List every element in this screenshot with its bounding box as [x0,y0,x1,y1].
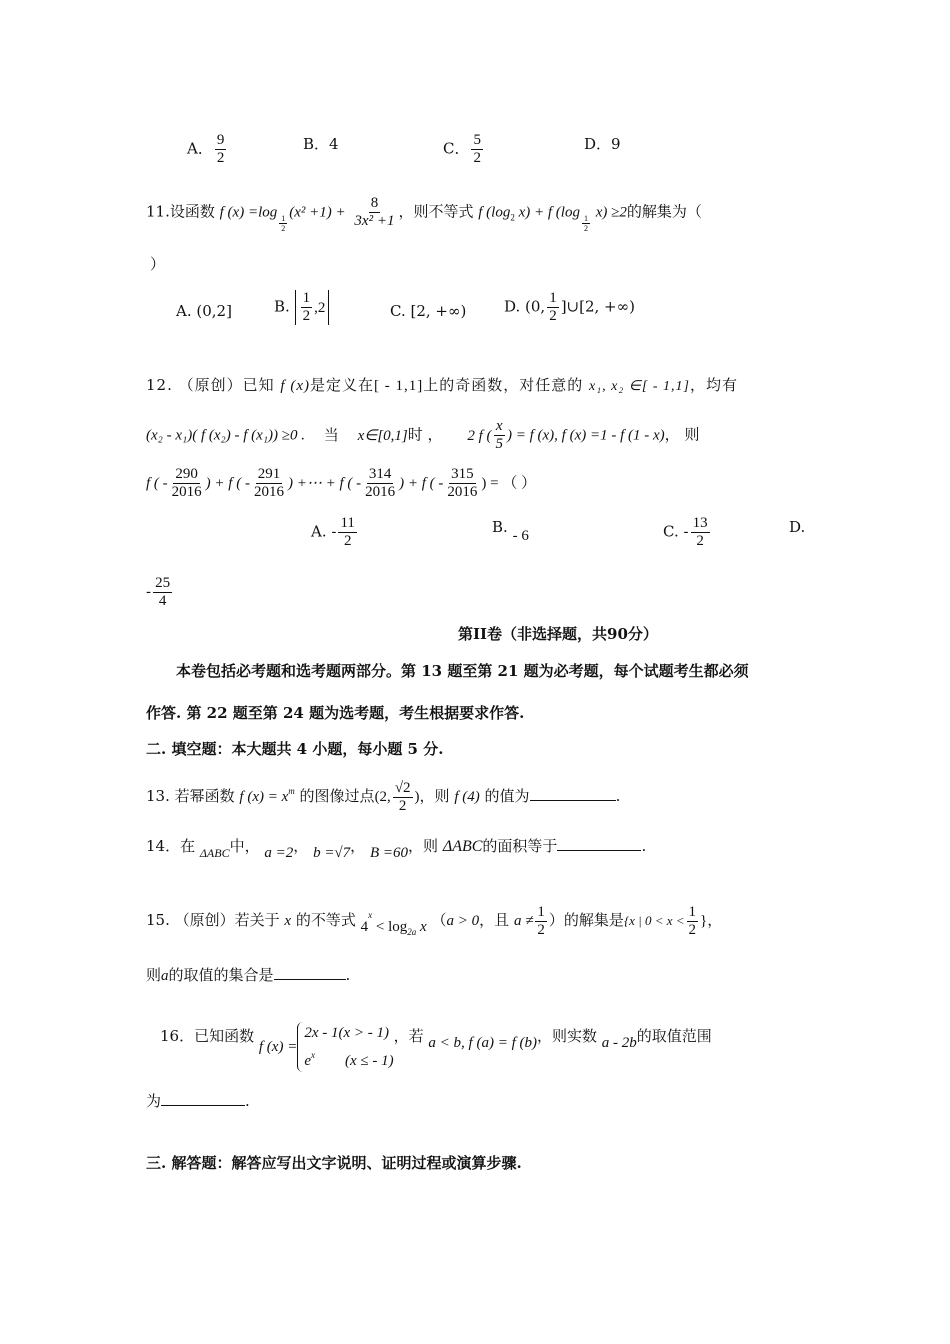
q13-text: ，则 [419,787,450,805]
fraction-denominator: 3x² +1 [354,213,395,229]
q14-text: 中， [229,837,260,855]
q15-line2 [146,963,350,988]
option-sign: - [331,522,337,541]
fraction-denominator: 2 [216,150,225,166]
q15-fraction [535,904,547,939]
q10-option-c-label: C． [443,139,470,158]
q14-text: ，则 [408,837,439,855]
fraction-denominator: 2 [473,150,481,166]
q13-fraction [393,780,413,815]
q15-exponent: x [368,910,373,920]
q11-mid: ，则不等式 [398,202,474,221]
q15-text: ，且 [479,911,510,929]
section-2-title: 第II卷（非选择题，共90分） [458,625,658,643]
q11-ineq-a: f (log [478,204,511,221]
q12-math: f (x) [280,378,310,394]
q12-option-b [492,515,529,544]
q16-math: f (x) = [258,1039,298,1055]
q11-option-b-interval [295,290,330,325]
q16-case2-exponent: x [310,1050,315,1060]
q11-option-a: A. (0,2] [176,302,232,320]
fraction-numerator: x [495,418,503,434]
fraction-numerator: 11 [340,515,355,531]
fraction-denominator: 2 [302,308,311,324]
q11-arg: (x² +1) + [289,204,346,221]
option-value: - 6 [512,528,529,544]
q16-text: ，若 [393,1027,424,1045]
q16-case2 [304,1044,393,1072]
q16-text: 为 [146,1092,162,1110]
q12-fraction [445,466,479,501]
q12-option-a-fraction [338,515,356,550]
q16-line1 [160,1012,712,1069]
q15-math: } [700,913,708,929]
q10-option-c [443,132,485,167]
q16-case2-cond: (x ≤ - 1) [344,1053,394,1069]
q12-text: ，均有 [689,376,738,394]
q11-option-d-label: D. (0, [504,297,546,316]
q14-math: ΔABC [442,838,483,855]
fraction-numerator: 291 [257,466,281,482]
q12-option-c-fraction [691,515,710,550]
q15-math: 4 [360,919,369,935]
q16-line2 [146,1089,250,1113]
q11-ineq-c: x) ≥2 [591,204,627,221]
fraction-numerator: 9 [216,132,225,148]
q16-math: a - 2b [601,1035,637,1051]
fraction-denominator: 2016 [253,484,284,500]
q15-log-base: 2a [407,927,417,937]
q12-line2 [146,418,699,453]
q12-math: ) = （ ） [481,475,537,492]
q16-math: a < b, f (a) = f (b) [428,1035,537,1051]
fraction-denominator: 2 [398,797,407,814]
fraction-denominator: 2 [688,921,697,938]
q10-option-a-label: A． [187,139,213,158]
q10-option-b: B．4 [303,135,339,153]
q11-prefix: 11.设函数 [146,202,215,221]
fraction-denominator: 2016 [171,484,202,500]
q14-answer-blank[interactable] [557,834,641,851]
q10-option-a [187,132,228,167]
q13-math: f (x) = x [239,789,289,805]
q12-math: 2 f ( [467,427,492,444]
option-label: A. [311,522,327,541]
q11-stem [146,195,702,233]
q15-text: ， [707,911,723,929]
q13-end: . [615,787,621,805]
q12-math: ) +⋯ + f ( - [287,475,362,492]
option-label: C. [663,522,679,541]
q15-end: . [345,966,351,984]
fraction-denominator: 5 [495,436,503,452]
q13-math: ) [414,789,420,805]
section-2-intro-line2: 作答. 第 22 题至第 24 题为选考题，考生根据要求作答. [146,704,525,722]
q12-text: 上的奇函数，对任意的 [423,376,584,394]
q11-option-b [274,290,329,325]
q14-text: 14．在 [146,837,196,855]
q12-fraction [252,466,286,501]
fraction-numerator: 1 [688,903,697,920]
option-label: B. [492,518,508,536]
q15-line1 [146,903,722,939]
q16-case2-expr: e [304,1053,311,1069]
q16-end: . [245,1092,250,1110]
q12-line3 [146,466,536,501]
fraction-denominator: 2 [549,308,557,324]
fraction-denominator: 2 [696,533,704,549]
fraction-denominator: 2016 [447,484,478,500]
q11-option-b-label: B. [274,297,290,316]
q12-math: ) + f ( - [399,475,444,492]
q12-math: (x₂ - x₁)( f (x₂) - f (x₁)) ≥0 . [146,427,306,444]
fraction-denominator: 2 [343,533,352,549]
q13-text: 的图像过点 [299,787,375,805]
section-3-title: 三. 解答题：解答应写出文字说明、证明过程或演算步骤. [146,1154,522,1172]
fraction-denominator: 4 [158,593,167,609]
q11-func: f (x) =log [219,204,278,221]
q11-option-d [504,290,635,325]
fraction-numerator: 315 [451,466,474,482]
q15-math: x [284,913,292,929]
q12-math: ) = f (x), f (x) =1 - f (1 - x) [506,427,665,444]
fraction-numerator: 1 [281,213,286,223]
q11-log-base-2 [582,214,590,233]
q12-option-a [311,515,359,550]
q11-suffix: 的解集为（ [626,202,702,221]
q10-option-a-fraction [215,132,227,167]
q14 [146,834,646,859]
fraction-numerator: 8 [370,195,379,211]
option-sign: - [683,522,689,541]
fraction-numerator: 13 [692,515,708,531]
q11-option-d-fraction [547,290,559,325]
fill-in-section-title: 二. 填空题：本大题共 4 小题，每小题 5 分. [146,740,444,758]
section-2-intro-line1: 本卷包括必考题和选考题两部分。第 13 题至第 21 题为必考题，每个试题考生都必须 [176,662,749,680]
q12-fraction [170,466,204,501]
q15-answer-blank[interactable] [274,963,346,980]
q15-text: 的不等式 [295,911,356,929]
q13-answer-blank[interactable] [530,784,616,801]
q12-option-d [146,575,174,610]
q11-ineq-b: x) + f (log [514,204,580,221]
q13-math: (2, [374,789,391,805]
q13-math: f (4) [454,789,480,805]
fraction-numerator: 1 [537,903,545,920]
q12-math: x∈[0,1] [357,427,408,444]
q15-text: ）的解集是 [548,911,624,929]
q10-option-c-fraction [471,132,483,167]
q15-math: a ≠ [513,913,534,929]
q11-close-paren: ） [150,255,166,273]
q12-text: 当 [323,425,339,444]
q15-text: （ [431,911,447,929]
q16-text: ，则实数 [536,1027,597,1045]
q14-text: 的面积等于 [482,837,558,855]
q14-math: B =60 [369,845,409,861]
q10-option-d: D．9 [584,135,621,153]
q12-text: 12. （原创）已知 [146,376,275,394]
q13-text: 的值为 [484,787,530,805]
q14-math: ΔABC [199,846,230,860]
interval-tail: ,2 [314,299,326,316]
fraction-numerator: 290 [175,466,198,482]
q16-text: 的取值范围 [636,1027,712,1045]
fraction-denominator: 2 [537,921,545,938]
fraction-numerator: √2 [394,779,411,796]
q16-answer-blank[interactable] [161,1089,245,1106]
q15-math: a [161,968,169,984]
q15-text: 则 [146,966,162,984]
q15-text: 15. （原创）若关于 [146,911,280,929]
q13 [146,779,620,815]
q12-option-c [663,515,712,550]
q16-case1: 2x - 1(x > - 1) [304,1025,389,1041]
q11-option-b-fraction [301,290,313,325]
q12-math: [ - 1,1] [374,378,424,394]
fraction-numerator: 1 [583,213,588,223]
q13-exponent: m [288,786,295,796]
q14-end: . [641,837,647,855]
q12-option-d-label: D. [789,518,806,536]
q15-text: 的取值的集合是 [168,966,274,984]
q13-text: 13. 若幂函数 [146,787,235,805]
fraction-numerator: 314 [368,466,392,482]
q15-math: {x | 0 < x < [623,913,685,928]
q14-math: a =2 [264,845,294,861]
fraction-numerator: 25 [155,575,171,591]
q12-fraction [493,418,505,453]
fraction-numerator: 1 [302,290,311,306]
q11-option-c: C. [2, +∞) [390,302,467,320]
q12-text: ， 则 [664,425,700,444]
q15-math: a > 0 [446,913,480,929]
q12-math: x₁, x₂ ∈[ - 1,1] [589,379,690,394]
q12-fraction [363,466,397,501]
q15-fraction [687,904,699,939]
option-sign: - [146,582,152,601]
interval-tail: ]∪[2, +∞) [560,297,635,316]
q14-math: b =√7 [313,845,351,861]
q11-ineq-sub: 2 [510,212,515,223]
q11-log-base [279,214,287,233]
fraction-denominator: 2 [583,223,588,233]
fraction-numerator: 5 [473,132,481,148]
q12-option-d-fraction [153,575,172,610]
q16-piecewise [297,1022,393,1072]
q11-fraction [352,195,396,230]
q14-text: ， [350,837,366,855]
q12-text: 是定义在 [309,376,374,394]
fraction-denominator: 2016 [365,484,396,500]
q12-math: ) + f ( - [205,475,250,492]
q14-text: ， [293,837,309,855]
q15-math: x [416,919,427,935]
q12-math: f ( - [146,475,168,492]
fraction-denominator: 2 [281,223,286,233]
q12-text: 时 ， [407,425,443,444]
q15-math: < log [372,919,408,935]
q16-text: 16．已知函数 [160,1027,255,1045]
fraction-numerator: 1 [549,290,557,306]
q12-line1 [146,373,738,399]
